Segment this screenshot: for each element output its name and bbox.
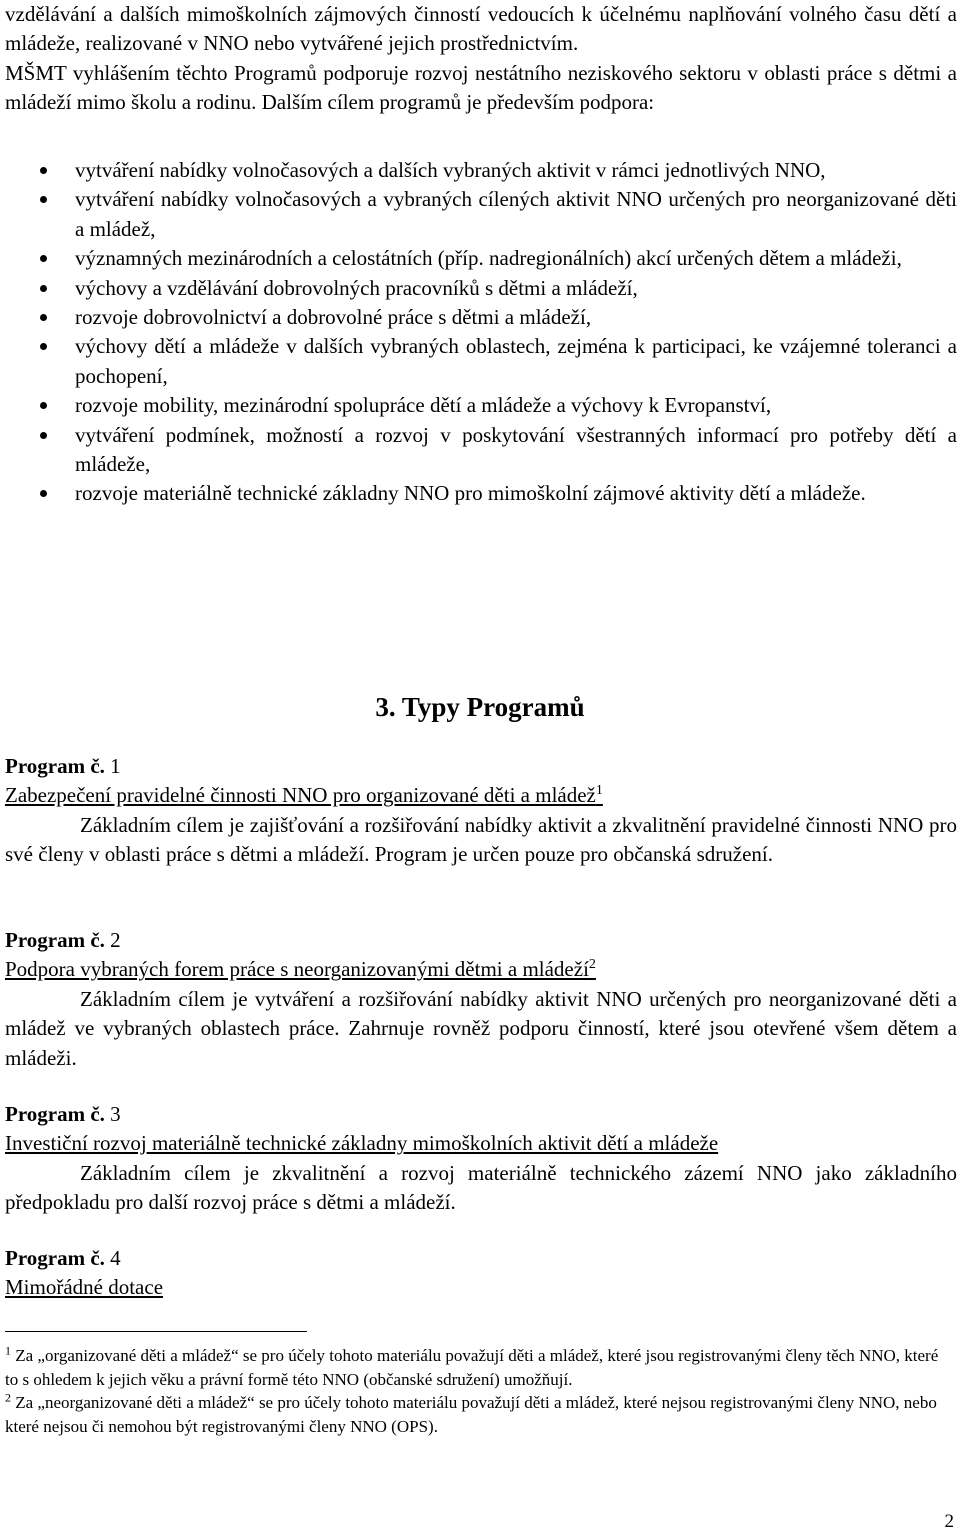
footnote-2: $^2$ Za „neorganizované děti a mládež“ se pro účely tohoto materiálu považují děti a mládež, které nejsou registrovanými členy NNO, nebo které nejsou či nemohou být registrovanými členy NNO (OPS).: [5, 1390, 937, 1436]
list-item: vytváření podmínek, možností a rozvoj v poskytování všestranných informací pro potřeby dětí a mládeže,: [0, 421, 957, 480]
program-label: Program č. 1: [5, 754, 121, 778]
program-title: Podpora vybraných forem práce s neorganizovanými dětmi a mládeží$^2$: [5, 957, 596, 982]
program-description: Základním cílem je vytváření a rozšiřování nabídky aktivit NNO určených pro neorganizované děti a mládež ve vybraných oblastech práce. Zahrnuje rovněž podporu činností, které jsou otevřené všem dětem a mládeži.: [5, 986, 957, 1070]
list-item: rozvoje dobrovolnictví a dobrovolné práce s dětmi a mládeží,: [0, 303, 957, 332]
bullet-icon: [40, 490, 47, 497]
program-2: [5, 926, 957, 1073]
program-1: [5, 752, 957, 870]
bullet-icon: [40, 285, 47, 292]
list-item: významných mezinárodních a celostátních (příp. nadregionálních) akcí určených dětem a mládeži,: [0, 244, 957, 273]
bullet-icon: [40, 343, 47, 350]
list-item: výchovy a vzdělávání dobrovolných pracovníků s dětmi a mládeží,: [0, 274, 957, 303]
page-number: 2: [944, 1511, 954, 1532]
bullet-icon: [40, 167, 47, 174]
footnote-divider: [5, 1331, 307, 1332]
footnote-ref: 2: [588, 957, 596, 973]
bullet-icon: [40, 196, 47, 203]
section-heading: 3. Typy Programů: [375, 692, 585, 722]
list-item: výchovy dětí a mládeže v dalších vybraných oblastech, zejména k participaci, ke vzájemné toleranci a pochopení,: [0, 332, 957, 391]
list-item: vytváření nabídky volnočasových a vybraných cílených aktivit NNO určených pro neorganizované děti a mládež,: [0, 185, 957, 244]
list-item: vytváření nabídky volnočasových a dalších vybraných aktivit v rámci jednotlivých NNO,: [0, 156, 957, 185]
program-description: Základním cílem je zajišťování a rozšiřování nabídky aktivit a zkvalitnění pravidelné činnosti NNO pro své členy v oblasti práce s dětmi a mládeží. Program je určen pouze pro občanská sdružení.: [5, 812, 957, 867]
program-3: [5, 1100, 957, 1218]
support-list: [0, 156, 957, 509]
footnotes: [5, 1344, 950, 1438]
program-title: Investiční rozvoj materiálně technické základny mimoškolních aktivit dětí a mládeže: [5, 1131, 719, 1156]
program-label: Program č. 4: [5, 1246, 121, 1270]
intro-paragraph-1: vzdělávání a dalších mimoškolních zájmových činností vedoucích k účelnému naplňování volného času dětí a mládeže, realizované v NNO nebo vytvářené jejich prostřednictvím.: [5, 2, 957, 56]
program-description: Základním cílem je zkvalitnění a rozvoj materiálně technického zázemí NNO jako základního předpokladu pro další rozvoj práce s dětmi a mládeží.: [5, 1160, 957, 1215]
footnote-ref: 1: [595, 783, 603, 799]
list-item: rozvoje mobility, mezinárodní spolupráce dětí a mládeže a výchovy k Evropanství,: [0, 391, 957, 420]
program-title: Zabezpečení pravidelné činnosti NNO pro organizované děti a mládež$^1$: [5, 783, 603, 808]
bullet-icon: [40, 314, 47, 321]
bullet-icon: [40, 402, 47, 409]
bullet-icon: [40, 255, 47, 262]
program-title: Mimořádné dotace: [5, 1275, 164, 1300]
bullet-icon: [40, 432, 47, 439]
program-4: [5, 1244, 957, 1303]
program-label: Program č. 2: [5, 928, 121, 952]
intro-paragraph-2: MŠMT vyhlášením těchto Programů podporuje rozvoj nestátního neziskového sektoru v oblasti práce s dětmi a mládeží mimo školu a rodinu. Dalším cílem programů je především podpora:: [5, 60, 957, 115]
list-item: rozvoje materiálně technické základny NNO pro mimoškolní zájmové aktivity dětí a mládeže.: [0, 479, 957, 508]
intro-text: [5, 0, 957, 118]
footnote-1: $^1$ Za „organizované děti a mládež“ se pro účely tohoto materiálu považují děti a mládež, které jsou registrovanými členy těch NNO, které to s ohledem k jejich věku a právní formě této NNO (občanské sdružení) umožňují.: [5, 1343, 939, 1389]
program-label: Program č. 3: [5, 1102, 121, 1126]
